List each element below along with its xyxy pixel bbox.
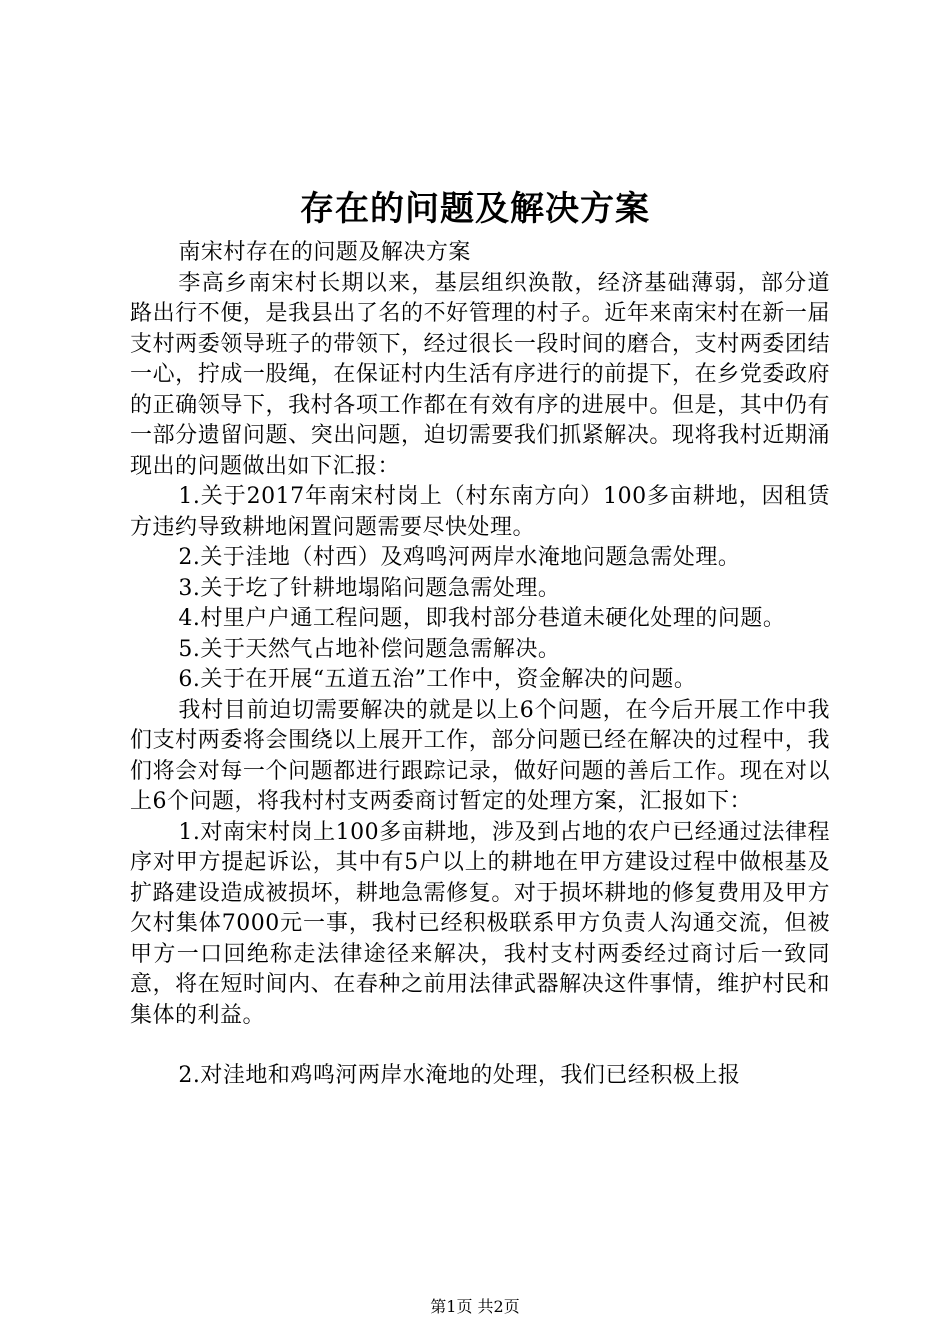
paragraph-solution-2: 2.对洼地和鸡鸣河两岸水淹地的处理，我们已经积极上报: [178, 1063, 741, 1088]
document-title: 存在的问题及解决方案: [300, 189, 650, 229]
paragraph-solution-1: 1.对南宋村岗上100多亩耕地，涉及到占地的农户已经通过法律程序对甲方提起诉讼，其中有5户以上的耕地在甲方建设过程中做根基及扩路建设造成被损坏，耕地急需修复。对于损坏耕地的修复费用及甲方欠村集体7000元一事，我村已经积极联系甲方负责人沟通交流，但被甲方一口回绝称走法律途径来解决，我村支村两委经过商讨后一致同意，将在短时间内、在春种之前用法律武器解决这件事情，维护村民和集体的利益。: [130, 819, 830, 1028]
paragraph-issue-4: 4.村里户户通工程问题，即我村部分巷道未硬化处理的问题。: [178, 606, 786, 631]
page-footer: 第1页 共2页: [430, 1297, 520, 1316]
document-body: [130, 238, 830, 1092]
paragraph-subtitle: 南宋村存在的问题及解决方案: [178, 240, 471, 265]
paragraph-issue-6: 6.关于在开展“五道五治”工作中，资金解决的问题。: [178, 667, 697, 692]
paragraph-issue-3: 3.关于圪了针耕地塌陷问题急需处理。: [178, 575, 561, 601]
paragraph-issue-1: 1.关于2017年南宋村岗上（村东南方向）100多亩耕地，因租赁方违约导致耕地闲置问题需要尽快处理。: [130, 484, 830, 540]
paragraph-intro: 李高乡南宋村长期以来，基层组织涣散，经济基础薄弱，部分道路出行不便，是我县出了名的不好管理的村子。近年来南宋村在新一届支村两委领导班子的带领下，经过很长一段时间的磨合，支村两委团结一心，拧成一股绳，在保证村内生活有序进行的前提下，在乡党委政府的正确领导下，我村各项工作都在有效有序的进展中。但是，其中仍有一部分遗留问题、突出问题，迫切需要我们抓紧解决。现将我村近期涌现出的问题做出如下汇报：: [130, 270, 830, 479]
paragraph-issue-2: 2.关于洼地（村西）及鸡鸣河两岸水淹地问题急需处理。: [178, 545, 741, 570]
paragraph-summary: 我村目前迫切需要解决的就是以上6个问题，在今后开展工作中我们支村两委将会围绕以上展开工作，部分问题已经在解决的过程中，我们将会对每一个问题都进行跟踪记录，做好问题的善后工作。现在对以上6个问题，将我村村支两委商讨暂定的处理方案，汇报如下：: [130, 697, 830, 814]
paragraph-issue-5: 5.关于天然气占地补偿问题急需解决。: [178, 636, 561, 662]
